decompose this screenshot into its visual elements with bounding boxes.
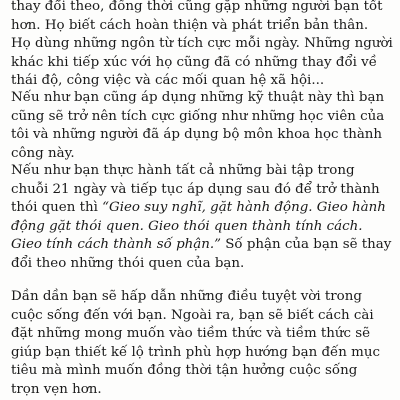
text-run: cuộc sống đến với bạn. Ngoài ra, bạn sẽ biết cách cài — [11, 307, 374, 323]
text-line — [11, 236, 391, 255]
text-run: tôi và những người đã áp dụng bộ môn khoa học thành — [11, 127, 383, 143]
text-run: tiêu mà mình muốn đồng thời tận hưởng cuộc sống — [11, 363, 358, 379]
text-line — [11, 362, 380, 381]
text-run: trọn vẹn hơn. — [11, 381, 102, 397]
text-line — [11, 381, 380, 400]
text-line — [11, 162, 391, 181]
text-line — [11, 54, 393, 73]
text-run: đặt những mong muốn vào tiềm thức và tiềm thức sẽ — [11, 326, 371, 342]
text-line — [11, 199, 391, 218]
text-line — [11, 325, 380, 344]
text-run: cũng sẽ trở nên tích cực giống như những học viên của — [11, 108, 385, 124]
text-run: hơn. Họ biết cách hoàn thiện và phát triển bản thân. — [11, 17, 369, 33]
text-run: Số phận của bạn sẽ thay — [220, 237, 392, 253]
text-line — [11, 181, 391, 200]
text-line — [11, 0, 393, 17]
text-line — [11, 288, 380, 307]
paragraph-4 — [11, 288, 380, 400]
text-line — [11, 307, 380, 326]
text-line — [11, 35, 393, 54]
text-line — [11, 255, 391, 274]
text-line — [11, 108, 384, 127]
quote-run: “Gieo suy nghĩ, gặt hành động. Gieo hành — [102, 200, 386, 216]
text-line — [11, 126, 384, 145]
text-run: công này. — [11, 145, 75, 161]
text-line — [11, 17, 393, 36]
text-line — [11, 344, 380, 363]
text-run: chuỗi 21 ngày và tiếp tục áp dụng sau đó để trở thành — [11, 181, 380, 197]
text-run: giúp bạn thiết kế lộ trình phù hợp hướng bạn đến mục — [11, 344, 380, 360]
quote-run: động gặt thói quen. Gieo thói quen thành tính cách. — [11, 218, 363, 234]
text-line — [11, 145, 384, 164]
text-run: thói quen thì — [11, 200, 103, 216]
paragraph-3 — [11, 162, 391, 274]
text-run: thay đổi theo, đồng thời cũng gặp những người bạn tốt — [11, 0, 383, 14]
text-run: thái độ, công việc và các mối quan hệ xã hội... — [11, 73, 325, 89]
paragraph-1 — [11, 0, 393, 91]
text-run: đổi theo những thói quen của bạn. — [11, 255, 245, 271]
text-run: Nếu như bạn cũng áp dụng những kỹ thuật này thì bạn — [11, 90, 385, 105]
text-run: khác khi tiếp xúc với họ cũng đã có những thay đổi về — [11, 54, 377, 70]
text-run: Họ dùng những ngôn từ tích cực mỗi ngày. Những người — [11, 36, 393, 52]
text-line — [11, 89, 384, 108]
text-run: Dần dần bạn sẽ hấp dẫn những điều tuyệt vời trong — [11, 289, 362, 304]
paragraph-2 — [11, 89, 384, 163]
text-run: Nếu như bạn thực hành tất cả những bài tập trong — [11, 163, 355, 178]
quote-run: Gieo tính cách thành số phận.” — [11, 237, 221, 253]
text-line — [11, 218, 391, 237]
